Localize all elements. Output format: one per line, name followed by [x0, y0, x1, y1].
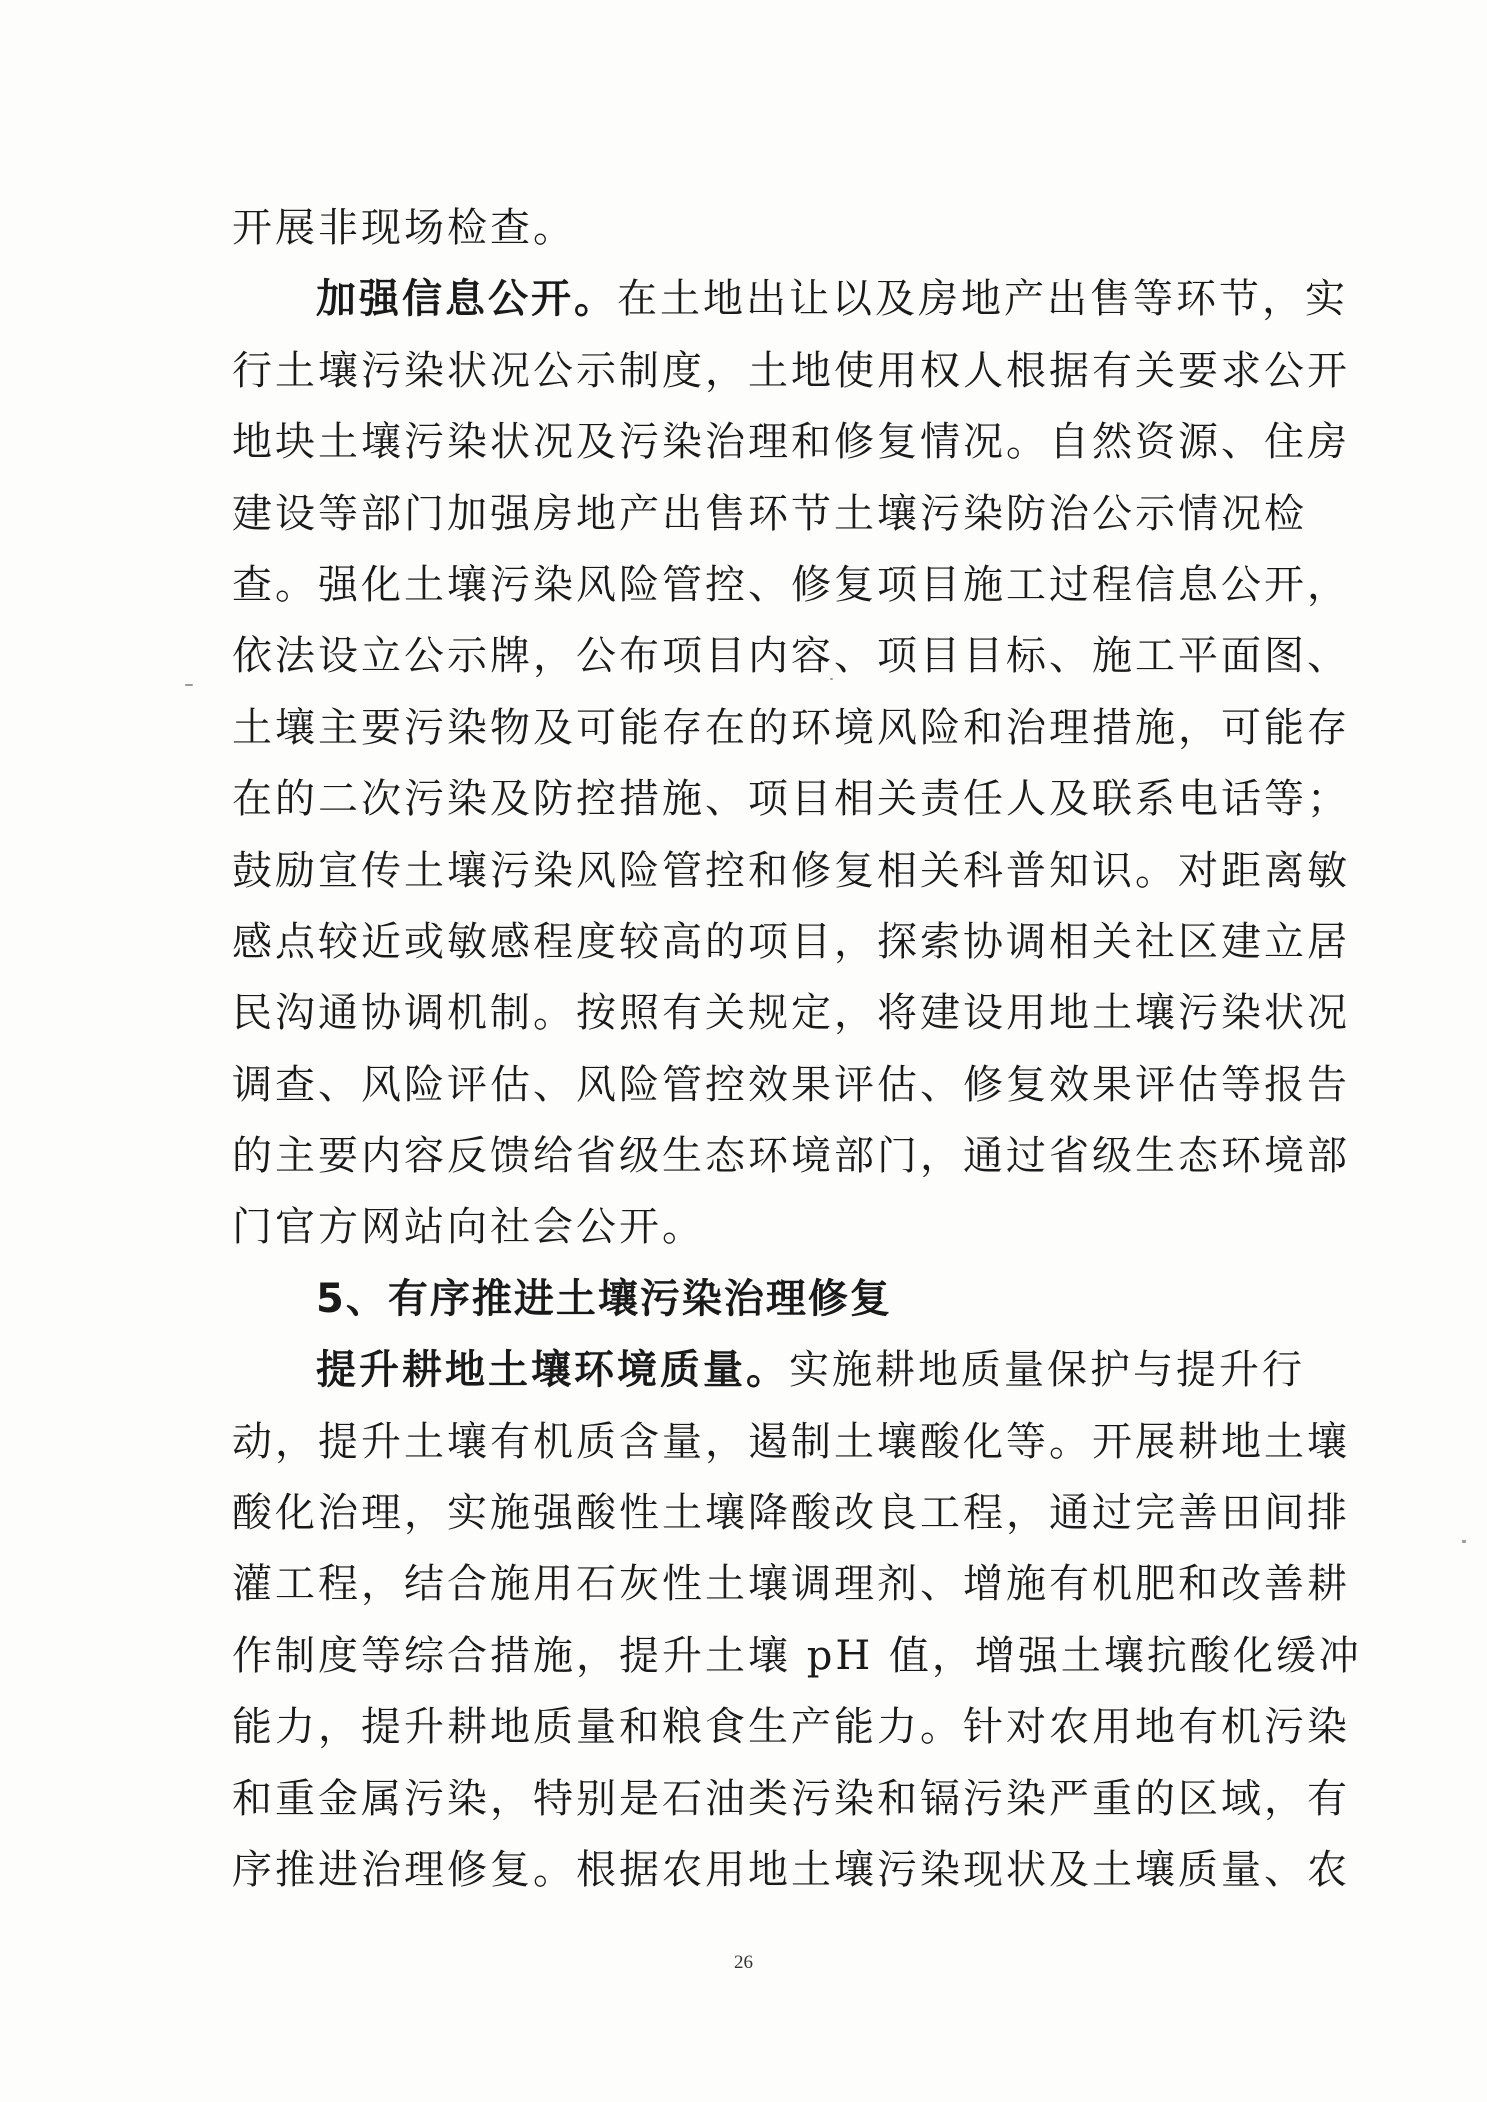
text-line: 的主要内容反馈给省级生态环境部门，通过省级生态环境部 [232, 1133, 1350, 1180]
text-line: 序推进治理修复。根据农用地土壤污染现状及土壤质量、农 [232, 1846, 1350, 1893]
paragraph-first-line [232, 1335, 1305, 1406]
text-line: 能力，提升耕地质量和粮食生产能力。针对农用地有机污染 [232, 1704, 1350, 1751]
scan-speck [185, 684, 193, 686]
text-line: 作制度等综合措施，提升土壤 pH 值，增强土壤抗酸化缓冲 [232, 1632, 1362, 1679]
text-line: 民沟通协调机制。按照有关规定，将建设用地土壤污染状况 [232, 990, 1350, 1037]
paragraph-text: 实施耕地质量保护与提升行 [789, 1347, 1305, 1394]
page-number: 26 [734, 1952, 753, 1973]
text-line: 酸化治理，实施强酸性土壤降酸改良工程，通过完善田间排 [232, 1490, 1350, 1537]
text-line: 土壤主要污染物及可能存在的环境风险和治理措施，可能存 [232, 704, 1350, 751]
text-line: 调查、风险评估、风险管控效果评估、修复效果评估等报告 [232, 1061, 1350, 1108]
text-line: 感点较近或敏感程度较高的项目，探索协调相关社区建立居 [232, 918, 1350, 965]
text-line: 灌工程，结合施用石灰性土壤调理剂、增施有机肥和改善耕 [232, 1561, 1350, 1608]
text-line: 建设等部门加强房地产出售环节土壤污染防治公示情况检 [232, 490, 1307, 537]
document-body [232, 193, 1362, 1906]
text-line: 开展非现场检查。 [232, 205, 576, 251]
text-line: 地块土壤污染状况及污染治理和修复情况。自然资源、住房 [232, 419, 1350, 466]
text-line: 依法设立公示牌，公布项目内容、项目目标、施工平面图、 [232, 633, 1350, 680]
section-heading: 5、有序推进土壤污染治理修复 [316, 1275, 892, 1322]
text-line: 在的二次污染及防控措施、项目相关责任人及联系电话等； [232, 776, 1350, 823]
paragraph-lead: 提升耕地土壤环境质量。 [316, 1347, 789, 1394]
text-line: 鼓励宣传土壤污染风险管控和修复相关科普知识。对距离敏 [232, 847, 1350, 894]
text-line: 门官方网站向社会公开。 [232, 1204, 705, 1251]
text-line: 动，提升土壤有机质含量，遏制土壤酸化等。开展耕地土壤 [232, 1418, 1350, 1465]
paragraph-lead: 加强信息公开。 [316, 276, 617, 323]
text-line: 查。强化土壤污染风险管控、修复项目施工过程信息公开， [232, 561, 1350, 608]
paragraph-first-line [232, 264, 1348, 335]
scan-speck [1462, 1540, 1466, 1543]
paragraph-text: 在土地出让以及房地产出售等环节，实 [617, 276, 1348, 323]
text-line: 行土壤污染状况公示制度，土地使用权人根据有关要求公开 [232, 347, 1350, 394]
text-line: 和重金属污染，特别是石油类污染和镉污染严重的区域，有 [232, 1775, 1350, 1822]
